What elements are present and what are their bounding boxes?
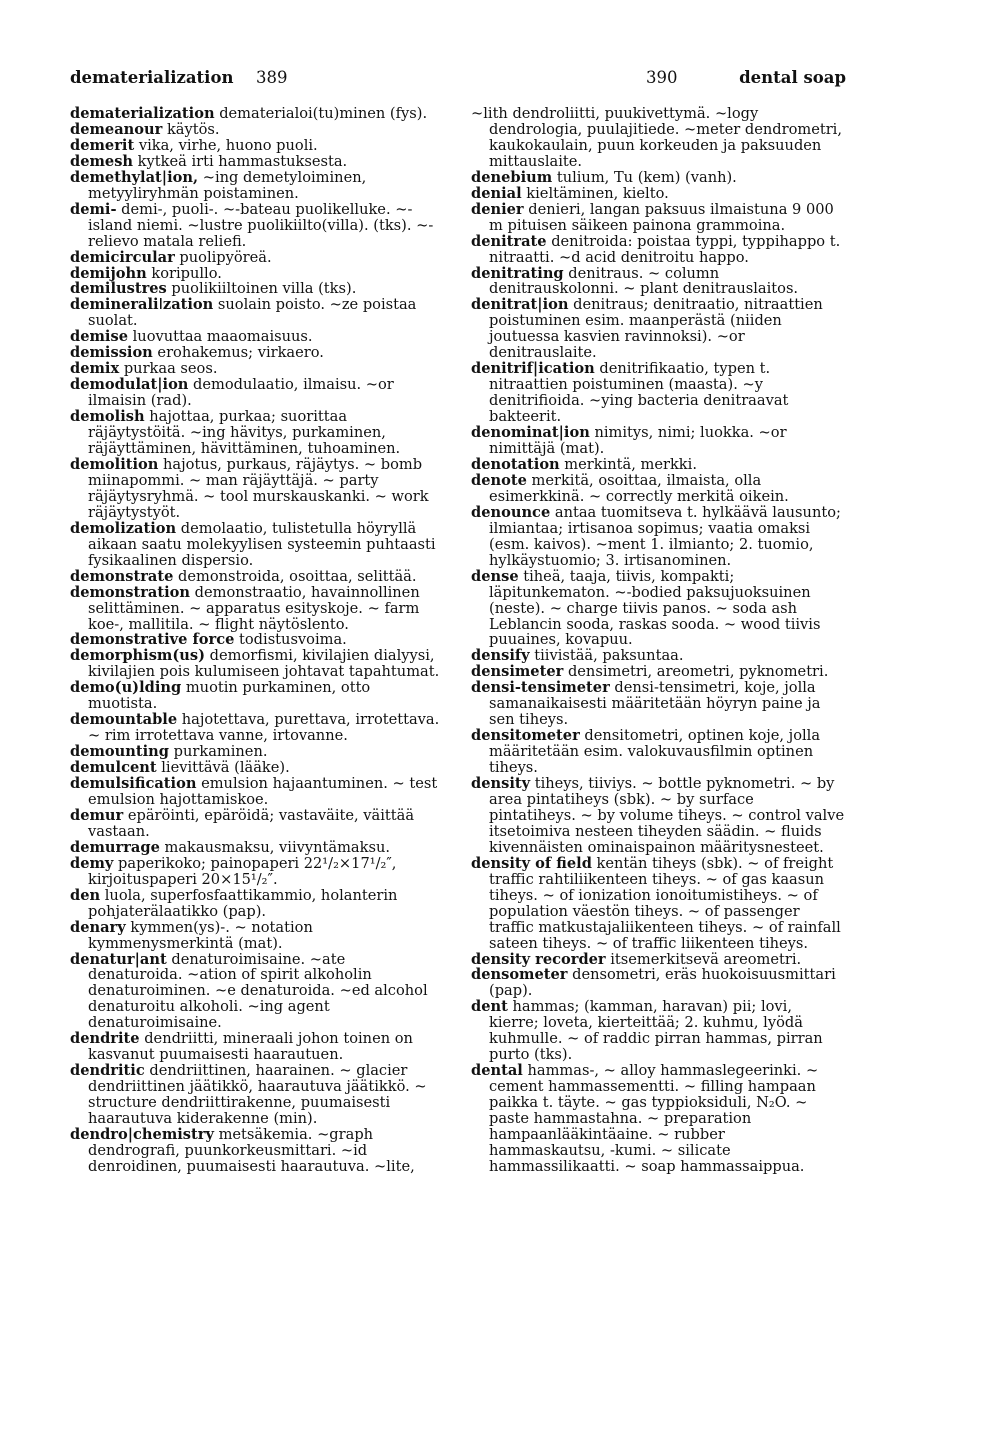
dictionary-entry xyxy=(70,569,444,585)
entry-definition: densometri, eräs huokoisuusmittari (pap). xyxy=(489,966,836,1000)
entry-headword: denitrating xyxy=(471,264,564,282)
dictionary-entry xyxy=(471,425,845,457)
dictionary-entry xyxy=(70,345,444,361)
dictionary-entry xyxy=(70,632,444,648)
dictionary-entry xyxy=(70,202,444,250)
dictionary-entry xyxy=(471,473,845,505)
dictionary-entry xyxy=(471,728,845,776)
dictionary-entry xyxy=(471,648,845,664)
entry-headword: demilustres xyxy=(70,280,167,298)
entry-headword: denier xyxy=(471,200,524,218)
dictionary-entry xyxy=(70,585,444,633)
entry-headword: demo(u)lding xyxy=(70,679,182,697)
entry-headword: demission xyxy=(70,344,153,362)
entry-definition: merkitä, osoittaa, ilmaista, olla esimerkkinä. ~ correctly merkitä oikein. xyxy=(489,471,789,505)
entry-definition: metsäkemia. ~graph dendrografi, puunkorkeusmittari. ~id denroidinen, puumaisesti haarautuva. ~lite, xyxy=(88,1126,415,1175)
dictionary-entry xyxy=(70,361,444,377)
dictionary-entry xyxy=(70,1031,444,1063)
dictionary-entry xyxy=(70,297,444,329)
entry-definition: denitraus; denitraatio, nitraattien poistuminen esim. maanperästä (niiden joutuessa kasvien ravinnoksi). ~or denitrauslaite. xyxy=(489,296,823,362)
entry-headword: denote xyxy=(471,471,527,489)
entry-definition: demonstraatio, havainnollinen selittäminen. ~ apparatus esityskoje. ~ farm koe-, mallitila. ~ flight näytöslento. xyxy=(88,583,420,633)
entry-definition: puolikiiltoinen villa (tks). xyxy=(166,280,357,298)
left-guide-word: dematerialization xyxy=(70,68,234,87)
entry-headword: demerit xyxy=(70,136,135,154)
dictionary-entry xyxy=(471,952,845,968)
dictionary-entry xyxy=(70,1063,444,1127)
dictionary-entry xyxy=(471,297,845,361)
entry-headword: demolization xyxy=(70,519,177,537)
entry-definition: suolain poisto. ~ze poistaa suolat. xyxy=(88,296,417,330)
entry-headword: denitrat|ion xyxy=(471,296,569,314)
entry-definition: hajottaa, purkaa; suorittaa räjäytystöitä. ~ing hävitys, purkaminen, räjäyttäminen, hävittäminen, tuhoaminen. xyxy=(88,408,401,458)
dictionary-entry xyxy=(471,680,845,728)
entry-definition: tulium, Tu (kem) (vanh). xyxy=(552,168,737,186)
entry-headword: demolition xyxy=(70,455,159,473)
entry-definition: denieri, langan paksuus ilmaistuna 9 000 m pituisen säikeen painona grammoina. xyxy=(489,200,834,234)
entry-definition: purkaa seos. xyxy=(119,360,218,378)
entry-headword: demurrage xyxy=(70,838,160,856)
dictionary-entry xyxy=(70,952,444,1032)
entry-definition: tiheys, tiiviys. ~ bottle pyknometri. ~ by area pintatiheys (sbk). ~ by surface pintatiheys. ~ by volume tiheys. ~ control valve itsetoimiva nesteen tiheyden säädin. ~ fluids kivennäisten ominaispainon määritysnesteet. xyxy=(489,775,845,856)
entry-headword: denounce xyxy=(471,503,551,521)
dictionary-entry xyxy=(70,377,444,409)
dictionary-entry xyxy=(70,856,444,888)
page-header xyxy=(70,68,846,94)
entry-headword: demethylat|ion, xyxy=(70,168,199,186)
dictionary-entry xyxy=(70,840,444,856)
entry-definition: dendriittinen, haarainen. ~ glacier dendriittinen jäätikkö, haarautuva jäätikkö. ~ structure dendriittirakenne, puumaisesti haarautuva kiderakenne (min). xyxy=(88,1062,427,1128)
dictionary-entry xyxy=(471,266,845,298)
entry-definition: denitraus. ~ column denitrauskolonni. ~ plant denitrauslaitos. xyxy=(489,264,799,298)
entry-definition: emulsion hajaantuminen. ~ test emulsion hajottamiskoe. xyxy=(88,775,438,808)
entry-headword: demineraliǀzation xyxy=(70,296,214,314)
entry-headword: denebium xyxy=(471,168,553,186)
dictionary-entry xyxy=(70,457,444,521)
entry-headword: densify xyxy=(471,647,530,665)
dictionary-entry xyxy=(471,569,845,649)
dictionary-entry xyxy=(70,138,444,154)
entry-definition: demorfismi, kivilajien dialyysi, kivilajien pois kulumiseen johtavat tapahtumat. xyxy=(88,647,440,681)
dictionary-entry xyxy=(70,808,444,840)
entry-definition: itsemerkitsevä areometri. xyxy=(605,950,802,968)
dictionary-entry xyxy=(70,744,444,760)
entry-definition: denitroida: poistaa typpi, typpihappo t. nitraatti. ~d acid denitroitu happo. xyxy=(489,232,841,266)
entry-headword: demodulat|ion xyxy=(70,376,189,394)
entry-definition: erohakemus; virkaero. xyxy=(152,344,324,362)
entry-definition: koripullo. xyxy=(146,264,222,282)
entry-headword: density recorder xyxy=(471,950,606,968)
dictionary-entry xyxy=(471,1063,845,1175)
dictionary-entry xyxy=(70,920,444,952)
dictionary-entry xyxy=(70,250,444,266)
entry-headword: denominat|ion xyxy=(471,424,590,442)
entry-definition: demodulaatio, ilmaisu. ~or ilmaisin (rad). xyxy=(88,376,394,410)
entry-definition: dematerialoi(tu)minen (fys). xyxy=(214,105,428,122)
entry-definition: ~ing demetyloiminen, metyyliryhmän poistaminen. xyxy=(88,168,367,202)
entry-headword: demulcent xyxy=(70,759,157,777)
dictionary-entry xyxy=(471,776,845,856)
entry-definition: kytkeä irti hammastuksesta. xyxy=(133,152,348,170)
dictionary-entry xyxy=(471,202,845,234)
entry-definition: hajotus, purkaus, räjäytys. ~ bomb miinapommi. ~ man räjäyttäjä. ~ party räjäytysryhmä. ~ tool murskauskanki. ~ work räjäytystyöt. xyxy=(88,455,429,521)
entry-definition: densitometri, optinen koje, jolla määritetään esim. valokuvausfilmin optinen tiheys. xyxy=(489,727,821,777)
entry-headword: dendro|chemistry xyxy=(70,1126,214,1143)
entry-definition: lievittävä (lääke). xyxy=(156,759,290,777)
entry-headword: den xyxy=(70,886,101,904)
entry-definition: paperikoko; painopaperi 22¹/₂×17¹/₂″, kirjoituspaperi 20×15¹/₂″. xyxy=(88,854,397,888)
entry-headword: demy xyxy=(70,854,114,872)
entry-headword: demountable xyxy=(70,711,178,729)
dictionary-entry xyxy=(70,680,444,712)
entry-headword: demulsification xyxy=(70,775,197,793)
entry-definition: nimitys, nimi; luokka. ~or nimittäjä (mat). xyxy=(489,424,787,458)
dictionary-entry xyxy=(70,521,444,569)
entry-headword: denitrif|ication xyxy=(471,360,595,378)
dictionary-entry xyxy=(70,329,444,345)
entry-definition: hajotettava, purettava, irrotettava. ~ rim irrotettava vanne, irtovanne. xyxy=(88,711,440,745)
entry-definition: ~lith dendroliitti, puukivettymä. ~logy dendrologia, puulajitiede. ~meter dendrometri, kaukokaulain, puun korkeuden ja paksuuden mittauslaite. xyxy=(471,105,842,170)
dictionary-entry xyxy=(70,648,444,680)
entry-headword: denary xyxy=(70,918,126,936)
entry-headword: densimeter xyxy=(471,663,564,681)
right-page-number: 390 xyxy=(646,68,678,87)
entry-headword: denatur|ant xyxy=(70,950,167,968)
entry-headword: demolish xyxy=(70,408,145,426)
entry-definition: todistusvoima. xyxy=(234,631,347,649)
dictionary-entry xyxy=(70,154,444,170)
entry-headword: dendritic xyxy=(70,1062,145,1080)
entry-headword: demounting xyxy=(70,743,169,761)
entry-definition: luovuttaa maaomaisuus. xyxy=(127,328,313,346)
dictionary-entry xyxy=(471,967,845,999)
entry-definition: densi-tensimetri, koje, jolla samanaikaisesti määritetään höyryn paine ja sen tiheys. xyxy=(489,679,821,729)
dictionary-entry xyxy=(471,361,845,425)
entry-definition: demi-, puoli-. ~-bateau puolikelluke. ~-island niemi. ~lustre puolikiilto(villa). (tks). ~-relievo matala reliefi. xyxy=(88,200,434,250)
entry-definition: hammas; (kamman, haravan) pii; lovi, kierre; loveta, kierteittää; 2. kuhmu, lyödä kuhmulle. ~ of raddic pirran hammas, pirran purto (tks). xyxy=(489,998,823,1064)
entry-definition: antaa tuomitseva t. hylkäävä lausunto; ilmiantaa; irtisanoa sopimus; vaatia omaksi (esm. kaivos). ~ment 1. ilmianto; 2. tuomio, hylkäystuomio; 3. irtisanominen. xyxy=(489,503,841,569)
dictionary-entry xyxy=(70,266,444,282)
entry-definition: demolaatio, tulistetulla höyryllä aikaan saatu molekyylisen systeemin puhtaasti fysikaalinen dispersio. xyxy=(88,519,436,569)
dictionary-entry xyxy=(70,122,444,138)
entry-headword: densometer xyxy=(471,966,568,984)
entry-definition: kymmen(ys)-. ~ notation kymmenysmerkintä (mat). xyxy=(88,918,313,952)
dictionary-entry xyxy=(471,186,845,202)
dictionary-entry xyxy=(471,457,845,473)
dictionary-entry xyxy=(70,281,444,297)
entry-headword: dent xyxy=(471,998,508,1016)
entry-headword: dental xyxy=(471,1062,523,1080)
entry-definition: makausmaksu, viivyntämaksu. xyxy=(159,838,390,856)
entry-headword: demesh xyxy=(70,152,134,170)
dictionary-entry xyxy=(70,888,444,920)
entry-headword: demorphism(us) xyxy=(70,647,206,665)
dictionary-entry xyxy=(70,1127,444,1175)
entry-definition: denaturoimisaine. ~ate denaturoida. ~ation of spirit alkoholin denaturoiminen. ~e denaturoida. ~ed alcohol denaturoitu alkoholi. ~ing agent denaturoimisaine. xyxy=(88,950,428,1032)
entry-headword: demur xyxy=(70,806,124,824)
entry-definition: puolipyöreä. xyxy=(174,248,272,266)
left-column xyxy=(70,106,444,1175)
dictionary-entry xyxy=(471,505,845,569)
entry-definition: tiheä, taaja, tiivis, kompakti; läpitunkematon. ~-bodied paksujuoksuinen (neste). ~ charge tiivis panos. ~ soda ash Leblancin sooda, raskas sooda. ~ wood tiivis puuaines, kovapuu. xyxy=(489,567,821,649)
dictionary-entry xyxy=(70,106,444,122)
dictionary-entry xyxy=(471,664,845,680)
entry-headword: demi- xyxy=(70,200,117,218)
entry-headword: densi-tensimeter xyxy=(471,679,610,697)
entry-definition: tiivistää, paksuntaa. xyxy=(529,647,684,665)
entry-definition: hammas-, ~ alloy hammaslegeerinki. ~ cement hammassementti. ~ filling hampaan paikka t. täyte. ~ gas typpioksiduli, N₂O. ~ paste hammastahna. ~ preparation hampaanlääkintäaine. ~ rubber hammaskautsu, -kumi. ~ silicate hammassilikaatti. ~ soap hammassaippua. xyxy=(489,1062,819,1175)
dictionary-entry xyxy=(70,760,444,776)
entry-definition: demonstroida, osoittaa, selittää. xyxy=(173,567,417,585)
left-page-number: 389 xyxy=(256,68,288,87)
entry-headword: demix xyxy=(70,360,120,378)
entry-headword: dematerialization xyxy=(70,105,215,122)
entry-headword: denial xyxy=(471,184,522,202)
entry-definition: kentän tiheys (sbk). ~ of freight traffic rahtiliikenteen tiheys. ~ of gas kaasun tiheys. ~ of ionization ionoitumistiheys. ~ of population väestön tiheys. ~ of passenger traffic matkustajaliikenteen tiheys. ~ of rainfall sateen tiheys. ~ of traffic liikenteen tiheys. xyxy=(489,854,841,952)
entry-headword: demonstrate xyxy=(70,567,174,585)
entry-definition: käytös. xyxy=(162,120,220,138)
entry-definition: muotin purkaminen, otto muotista. xyxy=(88,679,371,713)
entry-definition: luola, superfosfaattikammio, holanterin pohjaterälaatikko (pap). xyxy=(88,886,398,920)
entry-definition: merkintä, merkki. xyxy=(559,455,697,473)
right-column xyxy=(471,106,845,1175)
entry-definition: dendriitti, mineraali johon toinen on kasvanut puumaisesti haarautuen. xyxy=(88,1030,413,1064)
entry-headword: demijohn xyxy=(70,264,147,282)
entry-headword: density of field xyxy=(471,854,592,872)
right-guide-word: dental soap xyxy=(739,68,846,87)
entry-headword: demise xyxy=(70,328,128,346)
dictionary-entry xyxy=(70,409,444,457)
entry-definition: epäröinti, epäröidä; vastaväite, väittää vastaan. xyxy=(88,806,415,840)
dictionary-entry xyxy=(70,776,444,808)
entry-definition: densimetri, areometri, pyknometri. xyxy=(563,663,829,681)
entry-headword: demonstrative force xyxy=(70,631,235,649)
dictionary-entry xyxy=(471,170,845,186)
dictionary-entry xyxy=(70,712,444,744)
dictionary-entry xyxy=(471,999,845,1063)
dictionary-entry xyxy=(70,170,444,202)
entry-headword: dense xyxy=(471,567,519,585)
entry-headword: densitometer xyxy=(471,727,580,745)
dictionary-entry xyxy=(471,234,845,266)
entry-definition: vika, virhe, huono puoli. xyxy=(134,136,318,154)
entry-headword: demonstration xyxy=(70,583,191,601)
dictionary-entry xyxy=(471,856,845,952)
entry-headword: denitrate xyxy=(471,232,547,250)
entry-definition: purkaminen. xyxy=(169,743,268,761)
dictionary-entry xyxy=(471,106,845,170)
entry-headword: dendrite xyxy=(70,1030,140,1048)
entry-headword: demeanour xyxy=(70,120,163,138)
entry-definition: kieltäminen, kielto. xyxy=(521,184,669,202)
entry-headword: demicircular xyxy=(70,248,175,266)
entry-headword: denotation xyxy=(471,455,560,473)
entry-definition: denitrifikaatio, typen t. nitraattien poistuminen (maasta). ~y denitrifioida. ~ying bacteria denitraavat bakteerit. xyxy=(489,360,789,426)
entry-headword: density xyxy=(471,775,531,793)
